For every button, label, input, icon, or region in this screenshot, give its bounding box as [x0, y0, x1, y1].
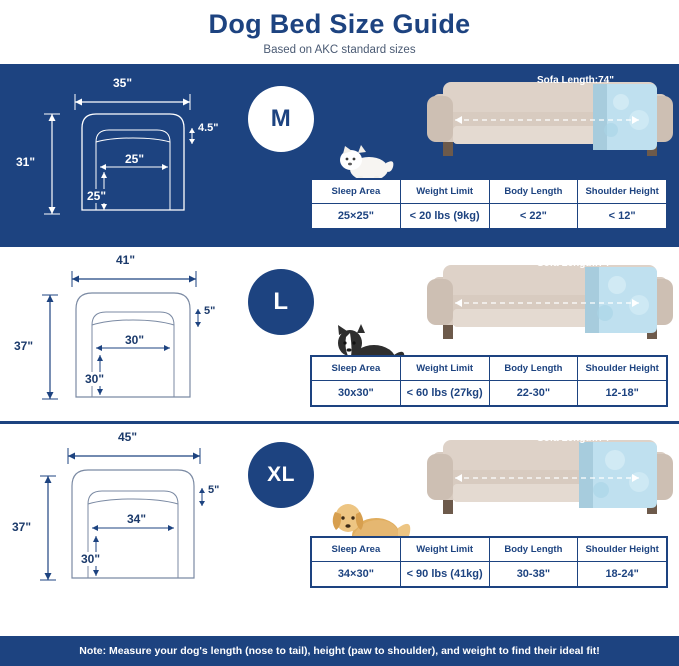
table-header-row [312, 180, 667, 204]
thickness-label-l: 5" [204, 305, 216, 317]
table-row [312, 204, 667, 229]
size-badge-m: M [248, 86, 314, 152]
table-header-row [312, 538, 667, 562]
cell-body-length-xl: 30-38" [489, 562, 578, 587]
spec-table-xl [310, 536, 668, 588]
sofa-length-label-xl: Sofa Length:74" [537, 433, 614, 444]
col-weight-limit: Weight Limit [400, 538, 489, 562]
col-sleep-area: Sleep Area [312, 538, 401, 562]
cell-weight-limit-xl: < 90 lbs (41kg) [400, 562, 489, 587]
sofa-scene-l [425, 251, 675, 355]
col-weight-limit: Weight Limit [400, 180, 489, 204]
bed-width-label-l: 41" [116, 253, 136, 267]
sleep-width-label-m: 25" [122, 152, 147, 166]
col-body-length: Body Length [489, 180, 578, 204]
sleep-width-label-xl: 34" [124, 512, 149, 526]
col-body-length: Body Length [489, 357, 578, 381]
page-subtitle: Based on AKC standard sizes [263, 44, 416, 56]
bed-width-label-xl: 45" [118, 430, 138, 444]
col-sleep-area: Sleep Area [312, 180, 401, 204]
bed-height-label-m: 31" [16, 155, 36, 169]
cell-body-length-l: 22-30" [489, 381, 578, 406]
cell-weight-limit-m: < 20 lbs (9kg) [400, 204, 489, 229]
table-row [312, 562, 667, 587]
cell-weight-limit-l: < 60 lbs (27kg) [400, 381, 489, 406]
sofa-length-label-l: Sofa Length:74" [537, 258, 614, 269]
sofa-scene-xl [425, 426, 675, 530]
cell-shoulder-height-m: < 12" [578, 204, 667, 229]
sleep-width-label-l: 30" [122, 333, 147, 347]
col-shoulder-height: Shoulder Height [578, 538, 667, 562]
page-title: Dog Bed Size Guide [208, 9, 471, 39]
bed-width-label-m: 35" [113, 76, 133, 90]
bed-height-label-l: 37" [14, 339, 34, 353]
spec-table-l [310, 355, 668, 407]
footer-note [0, 636, 679, 666]
thickness-label-m: 4.5" [198, 122, 219, 134]
footer-note-text: Note: Measure your dog's length (nose to tail), height (paw to shoulder), and weight to find their ideal fit! [79, 645, 600, 657]
cell-shoulder-height-xl: 18-24" [578, 562, 667, 587]
thickness-label-xl: 5" [208, 484, 220, 496]
size-badge-l: L [248, 269, 314, 335]
size-row-xl [0, 424, 679, 610]
cell-shoulder-height-l: 12-18" [578, 381, 667, 406]
sleep-depth-label-m: 25" [84, 189, 109, 203]
col-shoulder-height: Shoulder Height [578, 357, 667, 381]
sofa-scene-m [425, 68, 675, 172]
sleep-depth-label-xl: 30" [78, 552, 103, 566]
cell-sleep-area-l: 30x30" [312, 381, 401, 406]
sleep-depth-label-l: 30" [82, 372, 107, 386]
size-row-l [0, 244, 679, 424]
bed-height-label-xl: 37" [12, 520, 32, 534]
col-shoulder-height: Shoulder Height [578, 180, 667, 204]
table-header-row [312, 357, 667, 381]
table-row [312, 381, 667, 406]
size-badge-xl: XL [248, 442, 314, 508]
col-body-length: Body Length [489, 538, 578, 562]
cell-body-length-m: < 22" [489, 204, 578, 229]
spec-table-m [310, 178, 668, 230]
sofa-length-label-m: Sofa Length:74" [537, 75, 614, 86]
bed-diagram-l [0, 247, 258, 424]
size-row-m [0, 64, 679, 244]
cell-sleep-area-xl: 34×30" [312, 562, 401, 587]
page-header [0, 0, 679, 64]
col-sleep-area: Sleep Area [312, 357, 401, 381]
bed-diagram-m [0, 64, 258, 244]
col-weight-limit: Weight Limit [400, 357, 489, 381]
bed-diagram-xl [0, 424, 258, 604]
cell-sleep-area-m: 25×25" [312, 204, 401, 229]
